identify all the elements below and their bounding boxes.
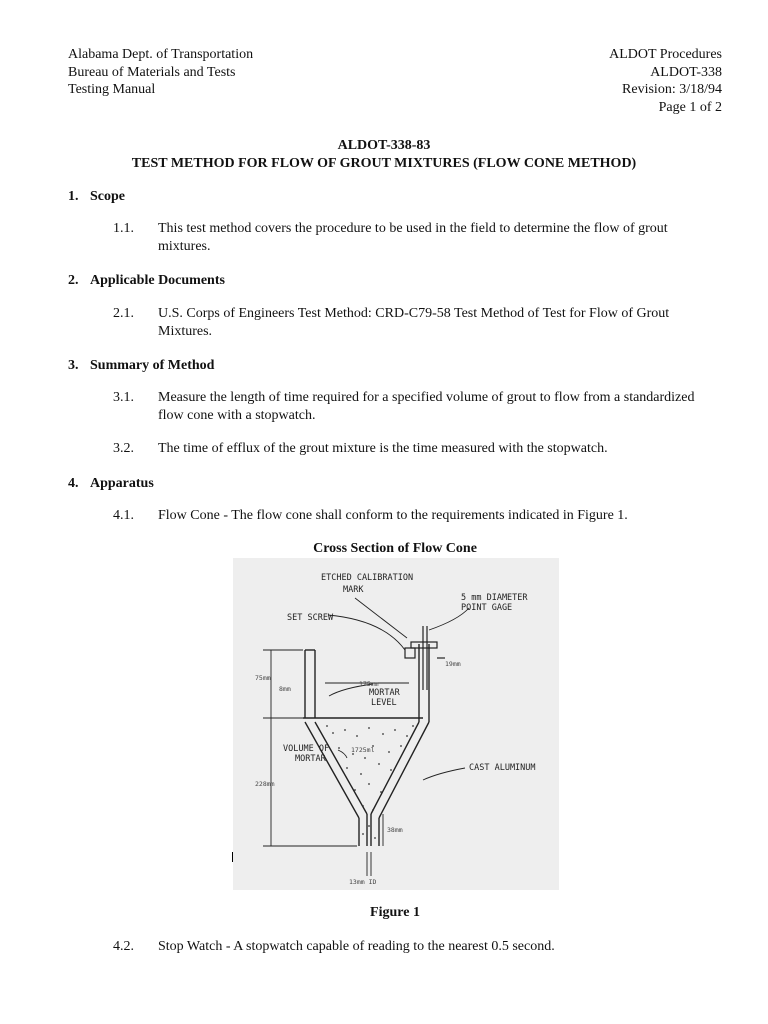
section-title: Apparatus (90, 476, 154, 491)
label-mark: MARK (343, 585, 364, 595)
label-set-screw: SET SCREW (287, 613, 334, 623)
flow-cone-figure (233, 558, 559, 890)
dim-8mm: 8mm (279, 685, 291, 693)
header-bureau: Bureau of Materials and Tests (68, 64, 236, 80)
paragraph-text: Flow Cone - The flow cone shall conform to the requirements indicated in Figure 1. (158, 508, 628, 523)
doc-code: ALDOT-338-83 (337, 138, 431, 153)
section-number: 4. (68, 476, 79, 491)
header-doc-id: ALDOT-338 (650, 64, 722, 80)
paragraph-number: 4.2. (113, 939, 134, 954)
dim-1725ml: 1725ml (351, 746, 375, 754)
label-level: LEVEL (371, 698, 397, 708)
dim-228mm: 228mm (255, 780, 275, 788)
paragraph-number: 3.2. (113, 441, 134, 456)
section-heading-scope (68, 188, 125, 205)
label-mortar: MORTAR (369, 688, 400, 698)
paragraph-text: Measure the length of time required for a specified volume of grout to flow from a standardized flow cone with a stopwatch. (158, 390, 695, 423)
header-revision: Revision: 3/18/94 (622, 82, 722, 97)
point-gage (405, 626, 445, 690)
dim-75mm: 75mm (255, 674, 271, 682)
dim-175mm: 175mm (359, 680, 379, 688)
paragraph-text: Stop Watch - A stopwatch capable of reading to the nearest 0.5 second. (158, 939, 555, 954)
label-volume-mortar: MORTAR (295, 754, 326, 764)
paragraph-text: This test method covers the procedure to be used in the field to determine the flow of grout mixtures. (158, 221, 668, 254)
dim-38mm: 38mm (387, 826, 403, 834)
scan-mark (232, 852, 233, 862)
paragraph-text: U.S. Corps of Engineers Test Method: CRD-C79-58 Test Method of Test for Flow of Grout Mixtures. (158, 306, 670, 339)
dimension-lines (263, 650, 409, 876)
section-title: Scope (90, 189, 125, 204)
header-procedures: ALDOT Procedures (609, 47, 722, 62)
label-point-gage-diameter: 5 mm DIAMETER (461, 593, 528, 603)
header-manual: Testing Manual (68, 82, 156, 97)
paragraph-text: The time of efflux of the grout mixture is the time measured with the stopwatch. (158, 441, 608, 456)
section-heading-apparatus (68, 475, 154, 492)
header-agency: Alabama Dept. of Transportation (68, 47, 254, 62)
section-heading-summary-of-method (68, 357, 214, 374)
section-title: Summary of Method (90, 358, 215, 373)
label-point-gage: POINT GAGE (461, 603, 513, 613)
paragraph-number: 3.1. (113, 390, 134, 405)
paragraph-number: 2.1. (113, 306, 134, 321)
header-right (609, 46, 722, 116)
header-page-number: Page 1 of 2 (658, 99, 722, 115)
section-number: 3. (68, 358, 79, 373)
flow-cone-diagram (233, 558, 559, 890)
doc-title: TEST METHOD FOR FLOW OF GROUT MIXTURES (FLOW CONE METHOD) (131, 156, 637, 171)
section-title: Applicable Documents (90, 273, 225, 288)
section-heading-applicable-documents (68, 272, 225, 289)
paragraph-number: 1.1. (113, 221, 134, 236)
paragraph-number: 4.1. (113, 508, 134, 523)
label-etched-calibration: ETCHED CALIBRATION (321, 573, 414, 583)
dim-19mm: 19mm (445, 660, 461, 668)
label-cast-aluminum: CAST ALUMINUM (469, 763, 536, 773)
figure-caption: Figure 1 (370, 905, 420, 920)
dim-13mm-id: 13mm ID (349, 878, 377, 886)
label-volume-of: VOLUME OF (283, 744, 330, 754)
header-left (68, 46, 253, 99)
figure-title: Cross Section of Flow Cone (313, 541, 477, 556)
section-number: 1. (68, 189, 79, 204)
section-number: 2. (68, 273, 79, 288)
